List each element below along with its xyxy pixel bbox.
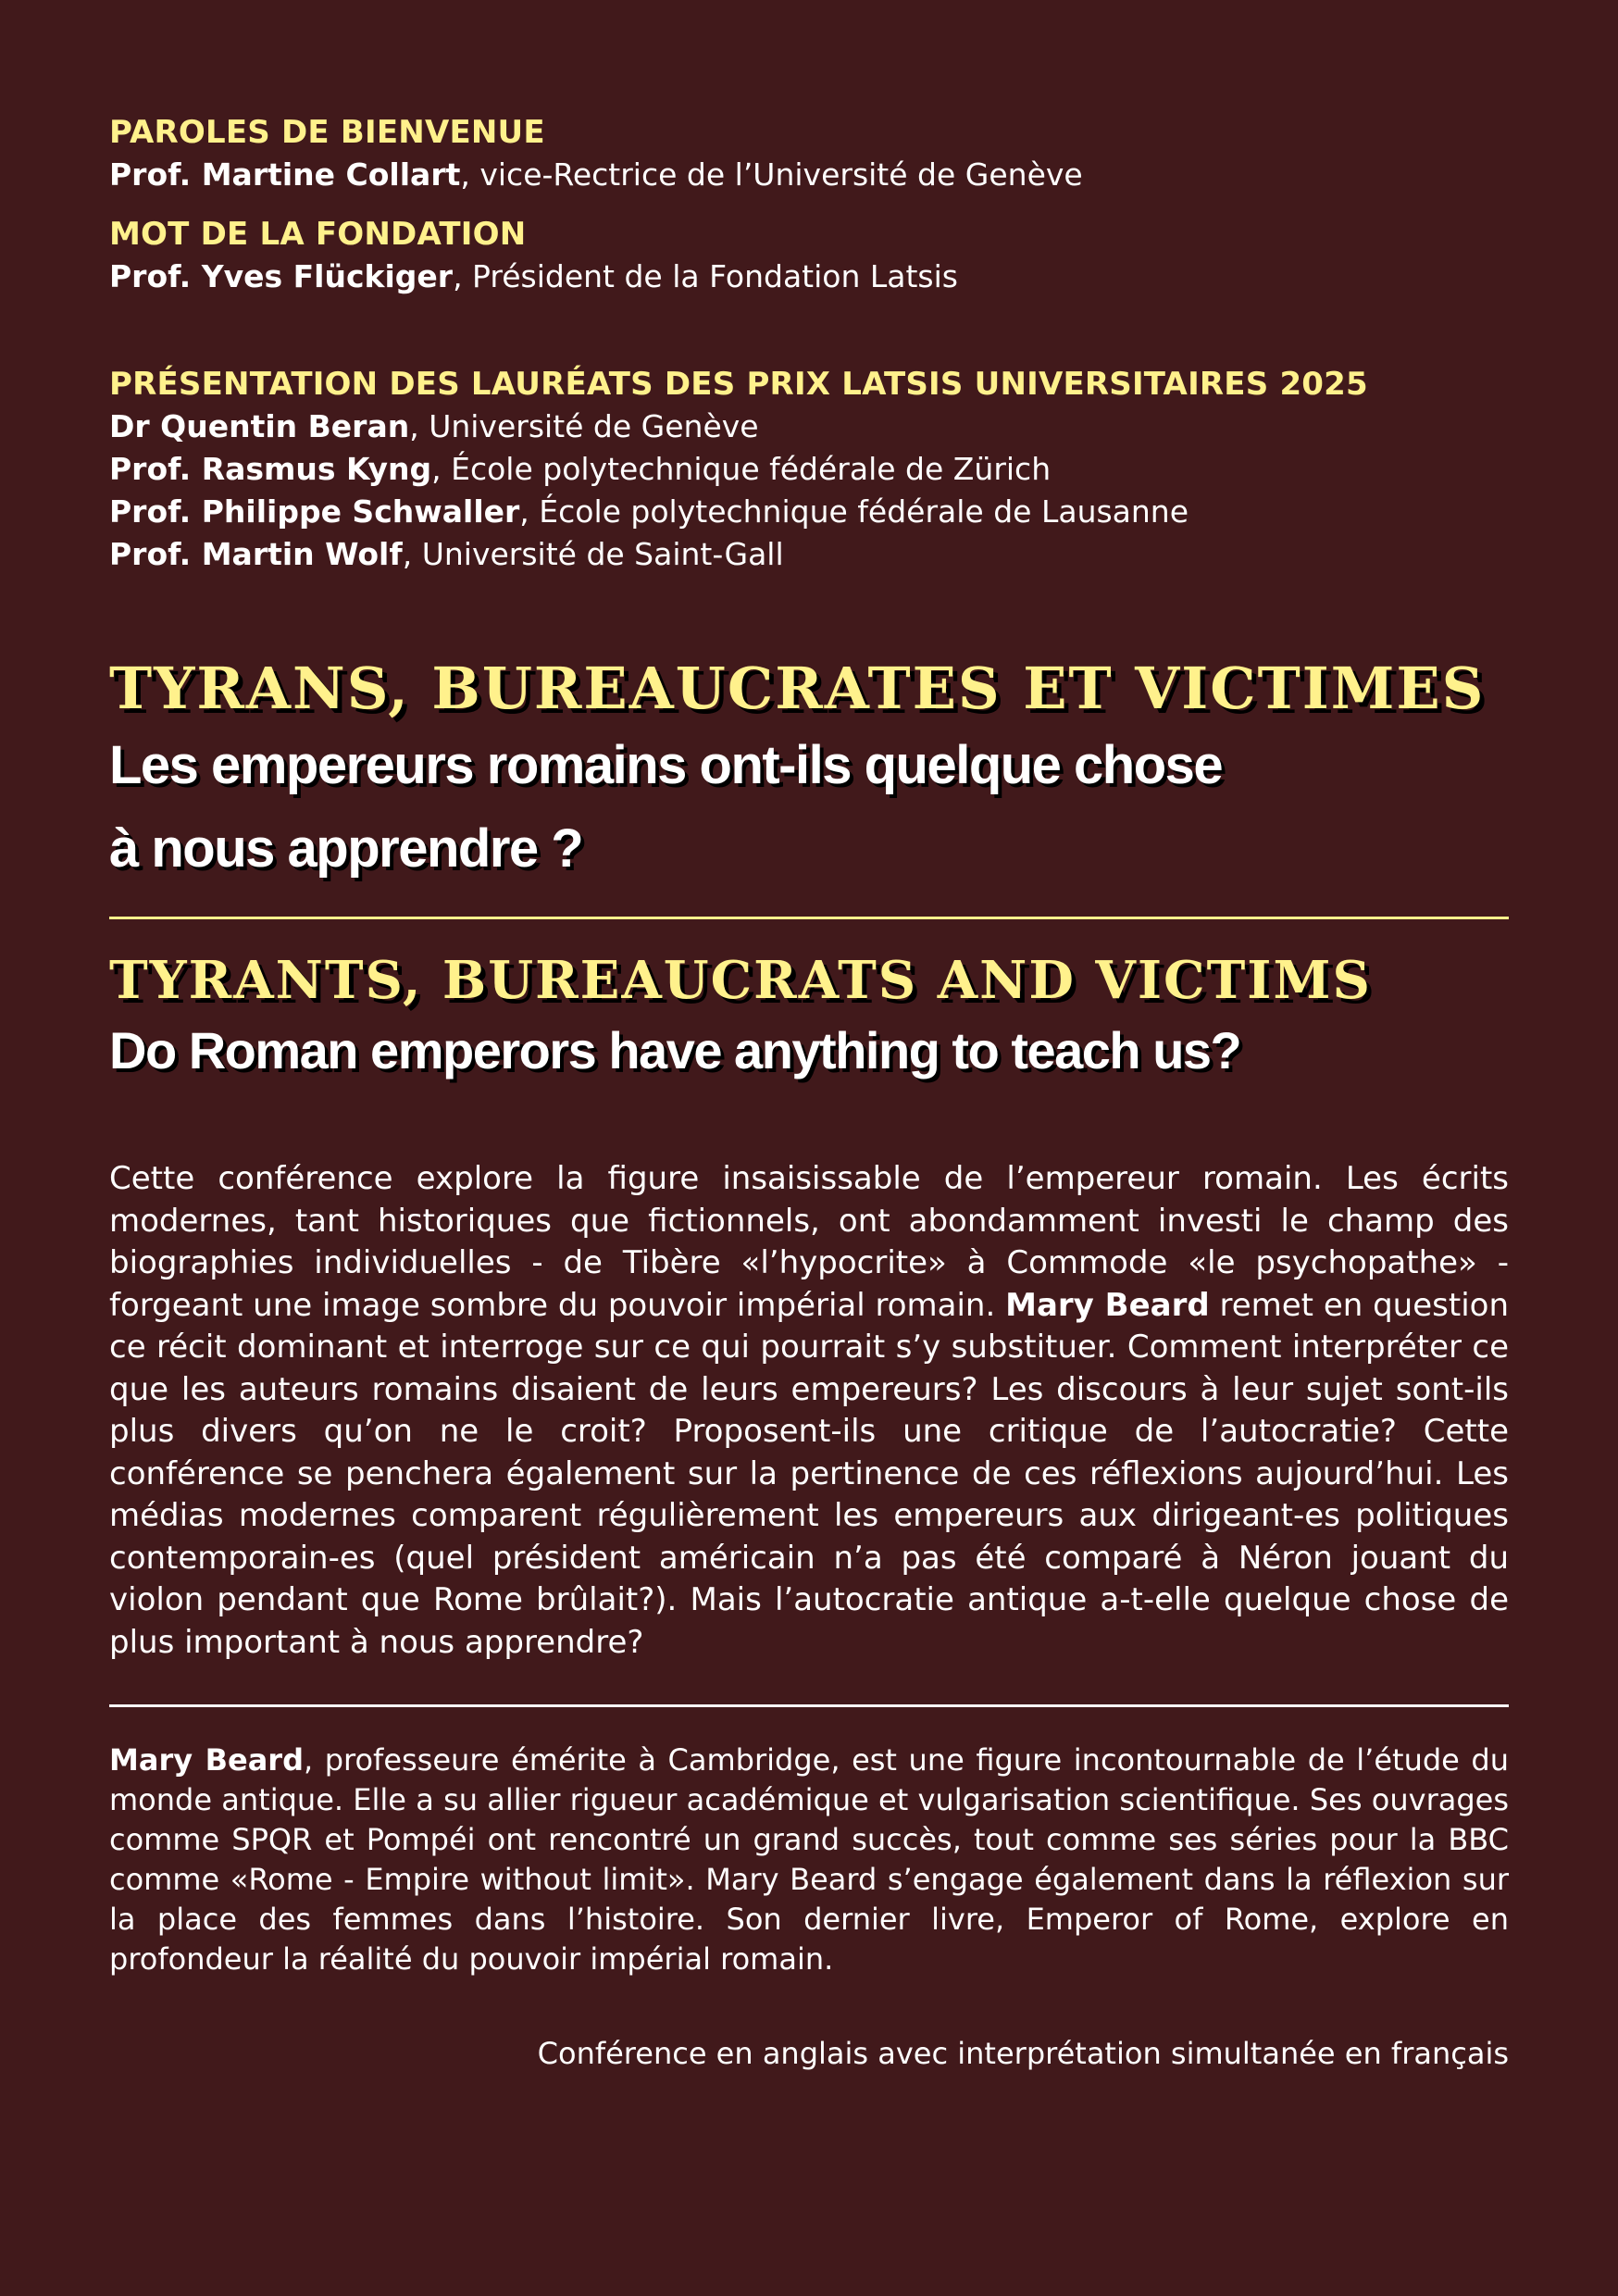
laureate-item <box>109 406 1509 448</box>
laureate-item <box>109 448 1509 491</box>
welcome-speaker <box>109 154 1509 196</box>
language-note: Conférence en anglais avec interprétation simultanée en français <box>537 2036 1509 2071</box>
welcome-heading: PAROLES DE BIENVENUE <box>109 114 545 151</box>
foundation-heading: MOT DE LA FONDATION <box>109 216 527 253</box>
bio-text: , professeure émérite à Cambridge, est une figure incontournable de l’étude du monde antique. Elle a su allier rigueur académique et vulgarisation scientifique. Ses ouvrages comme SPQR et Pompéi ont rencontré un grand succès, tout comme ses séries pour la BBC comme «Rome - Empire without limit». Mary Beard s’engage également dans la réflexion sur la place des femmes dans l’histoire. Son dernier livre, Emperor of Rome, explore en profondeur la réalité du pouvoir impérial romain. <box>109 1742 1510 1977</box>
welcome-section <box>109 111 1509 196</box>
title-divider <box>109 917 1509 919</box>
laureate-affiliation: , Université de Saint-Gall <box>402 536 784 572</box>
laureate-affiliation: , École polytechnique fédérale de Lausanne <box>519 493 1189 530</box>
lecture-title-french <box>109 654 1509 891</box>
title-en-subtitle: Do Roman emperors have anything to teach us? <box>109 1021 1241 1079</box>
welcome-speaker-role: , vice-Rectrice de l’Université de Genève <box>460 156 1083 193</box>
lecture-abstract <box>109 1158 1509 1664</box>
foundation-speaker-name: Prof. Yves Flückiger <box>109 258 454 294</box>
abstract-part2: remet en question ce récit dominant et interroge sur ce qui pourrait s’y substituer. Comment interpréter ce que les auteurs romains disaient de leurs empereurs? Les discours à leur sujet sont-ils plus divers qu’on ne le croit? Proposent-ils une critique de l’autocratie? Cette conférence se penchera également sur la pertinence de ces réflexions aujourd’hui. Les médias modernes comparent régulièrement les empereurs aux dirigeant-es politiques contemporain-es (quel président américain n’a pas été comparé à Néron jouant du violon pendant que Rome brûlait?). Mais l’autocratie antique a-t-elle quelque chose de plus important à nous apprendre? <box>109 1286 1509 1661</box>
laureate-item <box>109 533 1509 576</box>
title-en-main: TYRANTS, BUREAUCRATS AND VICTIMS <box>109 950 1372 1011</box>
laureate-name: Prof. Rasmus Kyng <box>109 451 432 487</box>
foundation-speaker-role: , Président de la Fondation Latsis <box>453 258 958 294</box>
laureate-affiliation: , Université de Genève <box>409 408 759 444</box>
lecture-title-english <box>109 947 1509 1088</box>
laureate-name: Prof. Philippe Schwaller <box>109 493 520 530</box>
laureates-heading: PRÉSENTATION DES LAURÉATS DES PRIX LATSIS UNIVERSITAIRES 2025 <box>109 366 1368 403</box>
laureate-item <box>109 491 1509 533</box>
laureates-section <box>109 363 1509 576</box>
abstract-part1: Cette conférence explore la figure insaisissable de l’empereur romain. Les écrits modernes, tant historiques que fictionnels, ont abondamment investi le champ des biographies individuelles - de Tibère «l’hypocrite» à Commode «le psychopathe» - forgeant une image sombre du pouvoir impérial romain. <box>109 1160 1509 1324</box>
title-fr-main: TYRANS, BUREAUCRATES ET VICTIMES <box>109 655 1486 722</box>
abstract-speaker-name: Mary Beard <box>1005 1286 1210 1324</box>
foundation-speaker <box>109 256 1509 298</box>
welcome-speaker-name: Prof. Martine Collart <box>109 156 461 193</box>
laureate-name: Dr Quentin Beran <box>109 408 410 444</box>
bio-speaker-name: Mary Beard <box>109 1742 304 1778</box>
foundation-section <box>109 213 1509 298</box>
programme-page <box>109 111 1509 2074</box>
speaker-bio <box>109 1741 1509 1979</box>
title-fr-subtitle-line1: Les empereurs romains ont-ils quelque chose <box>109 735 1223 795</box>
bio-divider <box>109 1704 1509 1707</box>
laureate-name: Prof. Martin Wolf <box>109 536 403 572</box>
laureate-affiliation: , École polytechnique fédérale de Zürich <box>431 451 1052 487</box>
title-fr-subtitle-line2: à nous apprendre ? <box>109 818 583 879</box>
